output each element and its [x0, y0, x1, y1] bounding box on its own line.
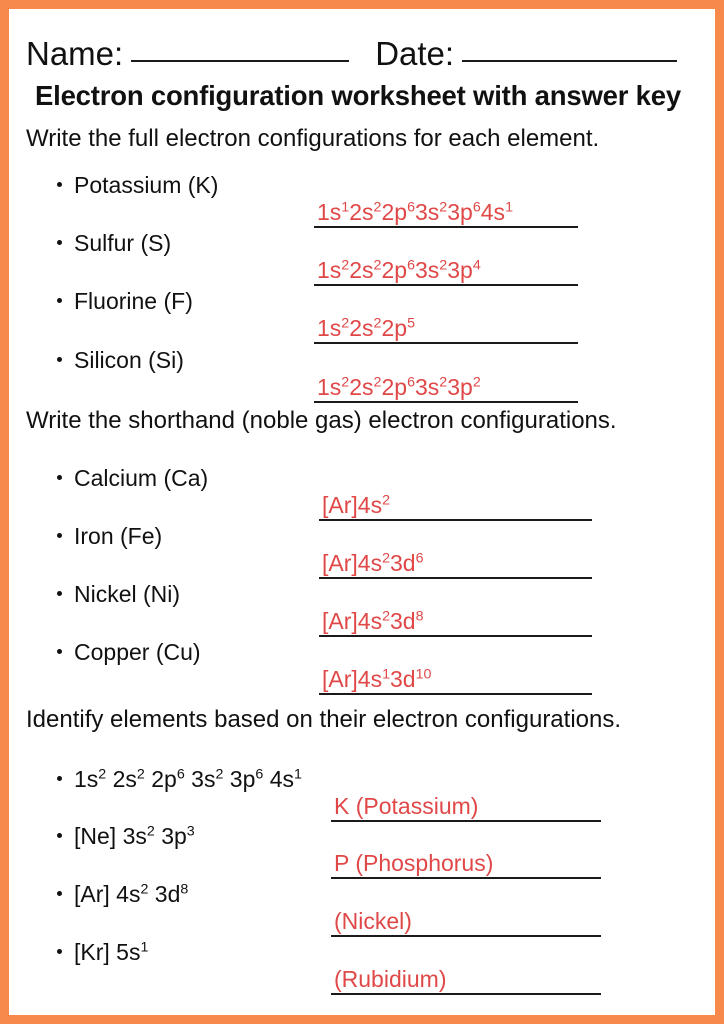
bullet-icon — [57, 949, 62, 954]
section-1-heading: Write the full electron configurations for each element. — [26, 125, 600, 152]
question-prompt — [57, 230, 171, 256]
date-label: Date: — [375, 35, 455, 72]
question-prompt — [57, 288, 193, 314]
question-prompt — [57, 939, 148, 965]
bullet-icon — [57, 649, 62, 654]
question-prompt — [57, 766, 302, 792]
answer-line — [319, 519, 592, 521]
bullet-icon — [57, 533, 62, 538]
question-prompt — [57, 172, 218, 198]
answer-blank[interactable] — [331, 903, 601, 937]
answer-ink: $[Ar]4s^23d^6$ — [322, 550, 424, 576]
question-row — [9, 172, 715, 228]
date-input-line[interactable] — [462, 60, 677, 62]
question-row — [9, 639, 715, 695]
answer-ink: $1s^22s^22p^63s^23p^4$ — [317, 257, 481, 283]
answer-blank[interactable] — [319, 661, 592, 695]
element-name: Potassium (K) — [74, 172, 219, 198]
answer-ink: $[Ar]4s^23d^8$ — [322, 608, 424, 634]
answer-blank[interactable] — [319, 487, 592, 521]
answer-blank[interactable] — [331, 961, 601, 995]
worksheet-sheet — [9, 9, 715, 1015]
question-prompt — [57, 523, 162, 549]
question-row — [9, 288, 715, 344]
bullet-icon — [57, 475, 62, 480]
question-prompt — [57, 881, 188, 907]
element-name: Silicon (Si) — [74, 347, 184, 373]
answer-line — [319, 577, 592, 579]
bullet-icon — [57, 891, 62, 896]
answer-blank[interactable] — [319, 603, 592, 637]
configuration-prompt: [Ne] $3s^2$ $3p^3$ — [74, 823, 195, 849]
bullet-icon — [57, 240, 62, 245]
answer-line — [331, 935, 601, 937]
question-row — [9, 881, 715, 937]
answer-line — [331, 877, 601, 879]
bullet-icon — [57, 591, 62, 596]
question-prompt — [57, 639, 201, 665]
answer-ink: (Nickel) — [334, 908, 412, 934]
configuration-prompt: [Ar] $4s^2$ $3d^8$ — [74, 881, 189, 907]
question-row — [9, 766, 715, 822]
bullet-icon — [57, 776, 62, 781]
element-name: Calcium (Ca) — [74, 465, 209, 491]
answer-blank[interactable] — [331, 845, 601, 879]
answer-line — [314, 342, 578, 344]
question-prompt — [57, 465, 208, 491]
question-row — [9, 230, 715, 286]
answer-blank[interactable] — [314, 252, 578, 286]
question-row — [9, 823, 715, 879]
element-name: Copper (Cu) — [74, 639, 201, 665]
element-name: Sulfur (S) — [74, 230, 172, 256]
bullet-icon — [57, 182, 62, 187]
answer-line — [331, 820, 601, 822]
element-name: Nickel (Ni) — [74, 581, 181, 607]
element-name: Fluorine (F) — [74, 288, 193, 314]
answer-blank[interactable] — [314, 369, 578, 403]
answer-blank[interactable] — [319, 545, 592, 579]
bullet-icon — [57, 833, 62, 838]
answer-ink: $[Ar]4s^2$ — [322, 492, 391, 518]
answer-line — [319, 635, 592, 637]
section-3-heading: Identify elements based on their electron configurations. — [26, 706, 622, 733]
name-label: Name: — [26, 35, 124, 72]
answer-line — [331, 993, 601, 995]
question-prompt — [57, 581, 180, 607]
bullet-icon — [57, 298, 62, 303]
answer-ink: P (Phosphorus) — [334, 850, 494, 876]
answer-ink: K (Potassium) — [334, 793, 479, 819]
answer-ink: $1s^12s^22p^63s^23p^64s^1$ — [317, 199, 513, 225]
question-row — [9, 939, 715, 995]
answer-ink: $1s^22s^22p^63s^23p^2$ — [317, 374, 481, 400]
answer-blank[interactable] — [331, 788, 601, 822]
answer-line — [314, 284, 578, 286]
question-row — [9, 465, 715, 521]
answer-line — [314, 226, 578, 228]
question-row — [9, 523, 715, 579]
configuration-prompt: $1s^2$ $2s^2$ $2p^6$ $3s^2$ $3p^6$ $4s^1$ — [74, 766, 302, 792]
answer-line — [314, 401, 578, 403]
section-2-heading: Write the shorthand (noble gas) electron configurations. — [26, 407, 617, 434]
name-input-line[interactable] — [131, 60, 349, 62]
answer-ink: $1s^22s^22p^5$ — [317, 315, 415, 341]
answer-ink: (Rubidium) — [334, 966, 447, 992]
name-date-header — [26, 27, 705, 71]
question-row — [9, 347, 715, 403]
page-title: Electron configuration worksheet with answer key — [35, 80, 681, 111]
element-name: Iron (Fe) — [74, 523, 163, 549]
bullet-icon — [57, 357, 62, 362]
question-prompt — [57, 347, 184, 373]
question-row — [9, 581, 715, 637]
answer-blank[interactable] — [314, 310, 578, 344]
answer-blank[interactable] — [314, 194, 578, 228]
configuration-prompt: [Kr] $5s^1$ — [74, 939, 149, 965]
answer-ink: $[Ar]4s^13d^{10}$ — [322, 666, 432, 692]
answer-line — [319, 693, 592, 695]
question-prompt — [57, 823, 195, 849]
